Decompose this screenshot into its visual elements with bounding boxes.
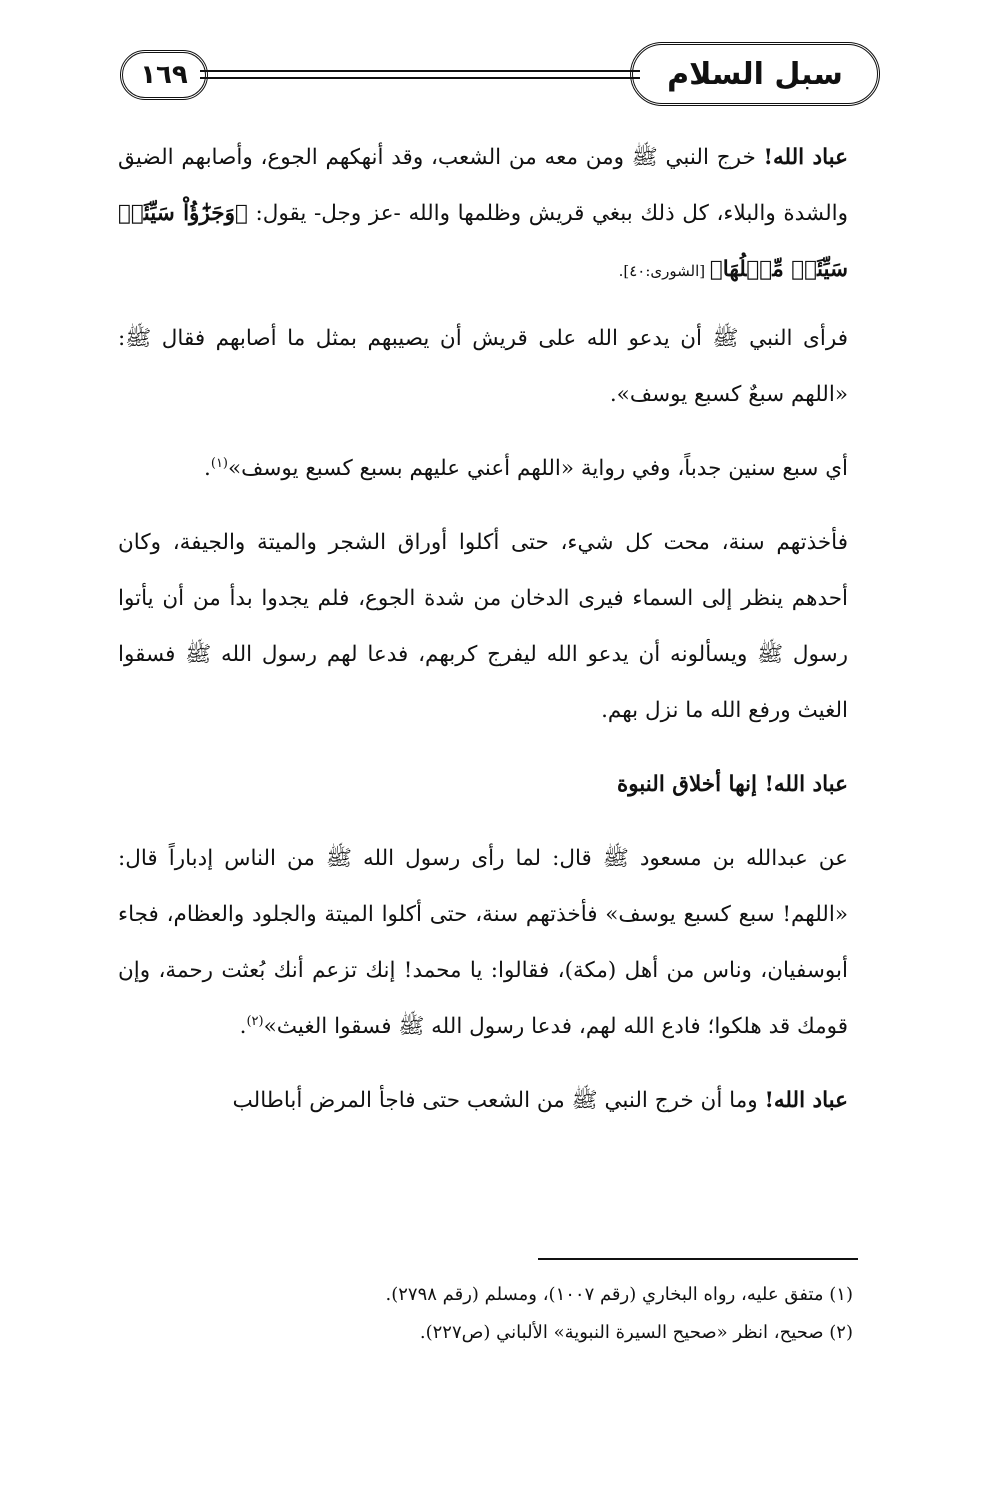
page-body [118, 130, 848, 1147]
paragraph-4: فأخذتهم سنة، محت كل شيء، حتى أكلوا أوراق الشجر والميتة والجيفة، وكان أحدهم ينظر إلى السماء فيرى الدخان من شدة الجوع، فلم يجدوا بدأ من أن يأتوا رسول ﷺ ويسألونه أن يدعو الله ليفرج كربهم، فدعا لهم رسول الله ﷺ فسقوا الغيث ورفع الله ما نزل بهم. [118, 530, 848, 723]
book-title: سبل السلام [630, 42, 880, 106]
paragraph-1 [118, 130, 848, 299]
paragraph-lead: عباد الله! [764, 1088, 848, 1113]
footnote-ref-1[interactable]: (١) [210, 455, 228, 471]
header-rule-top [200, 70, 640, 72]
page-number: ١٦٩ [120, 50, 208, 100]
quran-verse: ﴿وَجَزَٰٓؤُاْ سَيِّئَةٖ سَيِّئَةٞ مِّثۡلُهَا﴾ [118, 201, 848, 282]
paragraph-text: وما أن خرج النبي ﷺ من الشعب حتى فاجأ المرض أباطالب [232, 1088, 765, 1113]
page-header [120, 38, 880, 118]
section-heading: عباد الله! إنها أخلاق النبوة [616, 772, 848, 797]
paragraph-6 [118, 1073, 848, 1129]
verse-citation: [الشورى:٤٠]. [618, 262, 710, 280]
footnote-divider [538, 1258, 858, 1260]
paragraph-text: عن عبدالله بن مسعود ﷺ قال: لما رأى رسول الله ﷺ من الناس إدباراً قال: «اللهم! سبع كسبع يوسف» فأخذتهم سنة، حتى أكلوا الميتة والجلود والعظام، فجاء أبوسفيان، وناس من أهل (مكة)، فقالوا: يا محمد! إنك تزعم أنك بُعثت رحمة، وإن قومك قد هلكوا؛ فادع الله لهم، فدعا رسول الله ﷺ فسقوا الغيث» [118, 846, 848, 1039]
paragraph-5 [118, 831, 848, 1055]
paragraph-text: أي سبع سنين جدباً، وفي رواية «اللهم أعني عليهم بسبع كسبع يوسف» [228, 456, 848, 481]
footnote-ref-2[interactable]: (٢) [246, 1013, 264, 1029]
paragraph-end: . [239, 1014, 247, 1039]
paragraph-text: خرج النبي ﷺ ومن معه من الشعب، وقد أنهكهم الجوع، وأصابهم الضيق والشدة والبلاء، كل ذلك ببغي قريش وظلمها والله -عز وجل- يقول: [118, 145, 848, 226]
footnote-2: (٢) صحيح، انظر «صحيح السيرة النبوية» الألباني (ص٢٢٧). [419, 1322, 853, 1343]
paragraph-end: . [204, 456, 211, 481]
header-rule-bottom [200, 77, 640, 79]
paragraph-2: فرأى النبي ﷺ أن يدعو الله على قريش أن يصيبهم بمثل ما أصابهم فقال ﷺ: «اللهم سبعٌ كسبع يوسف». [118, 326, 848, 407]
paragraph-lead: عباد الله! [763, 145, 848, 170]
paragraph-3 [118, 441, 848, 497]
footnote-1: (١) متفق عليه، رواه البخاري (رقم ١٠٠٧)، ومسلم (رقم ٢٧٩٨). [385, 1284, 853, 1305]
footnotes [118, 1276, 853, 1352]
